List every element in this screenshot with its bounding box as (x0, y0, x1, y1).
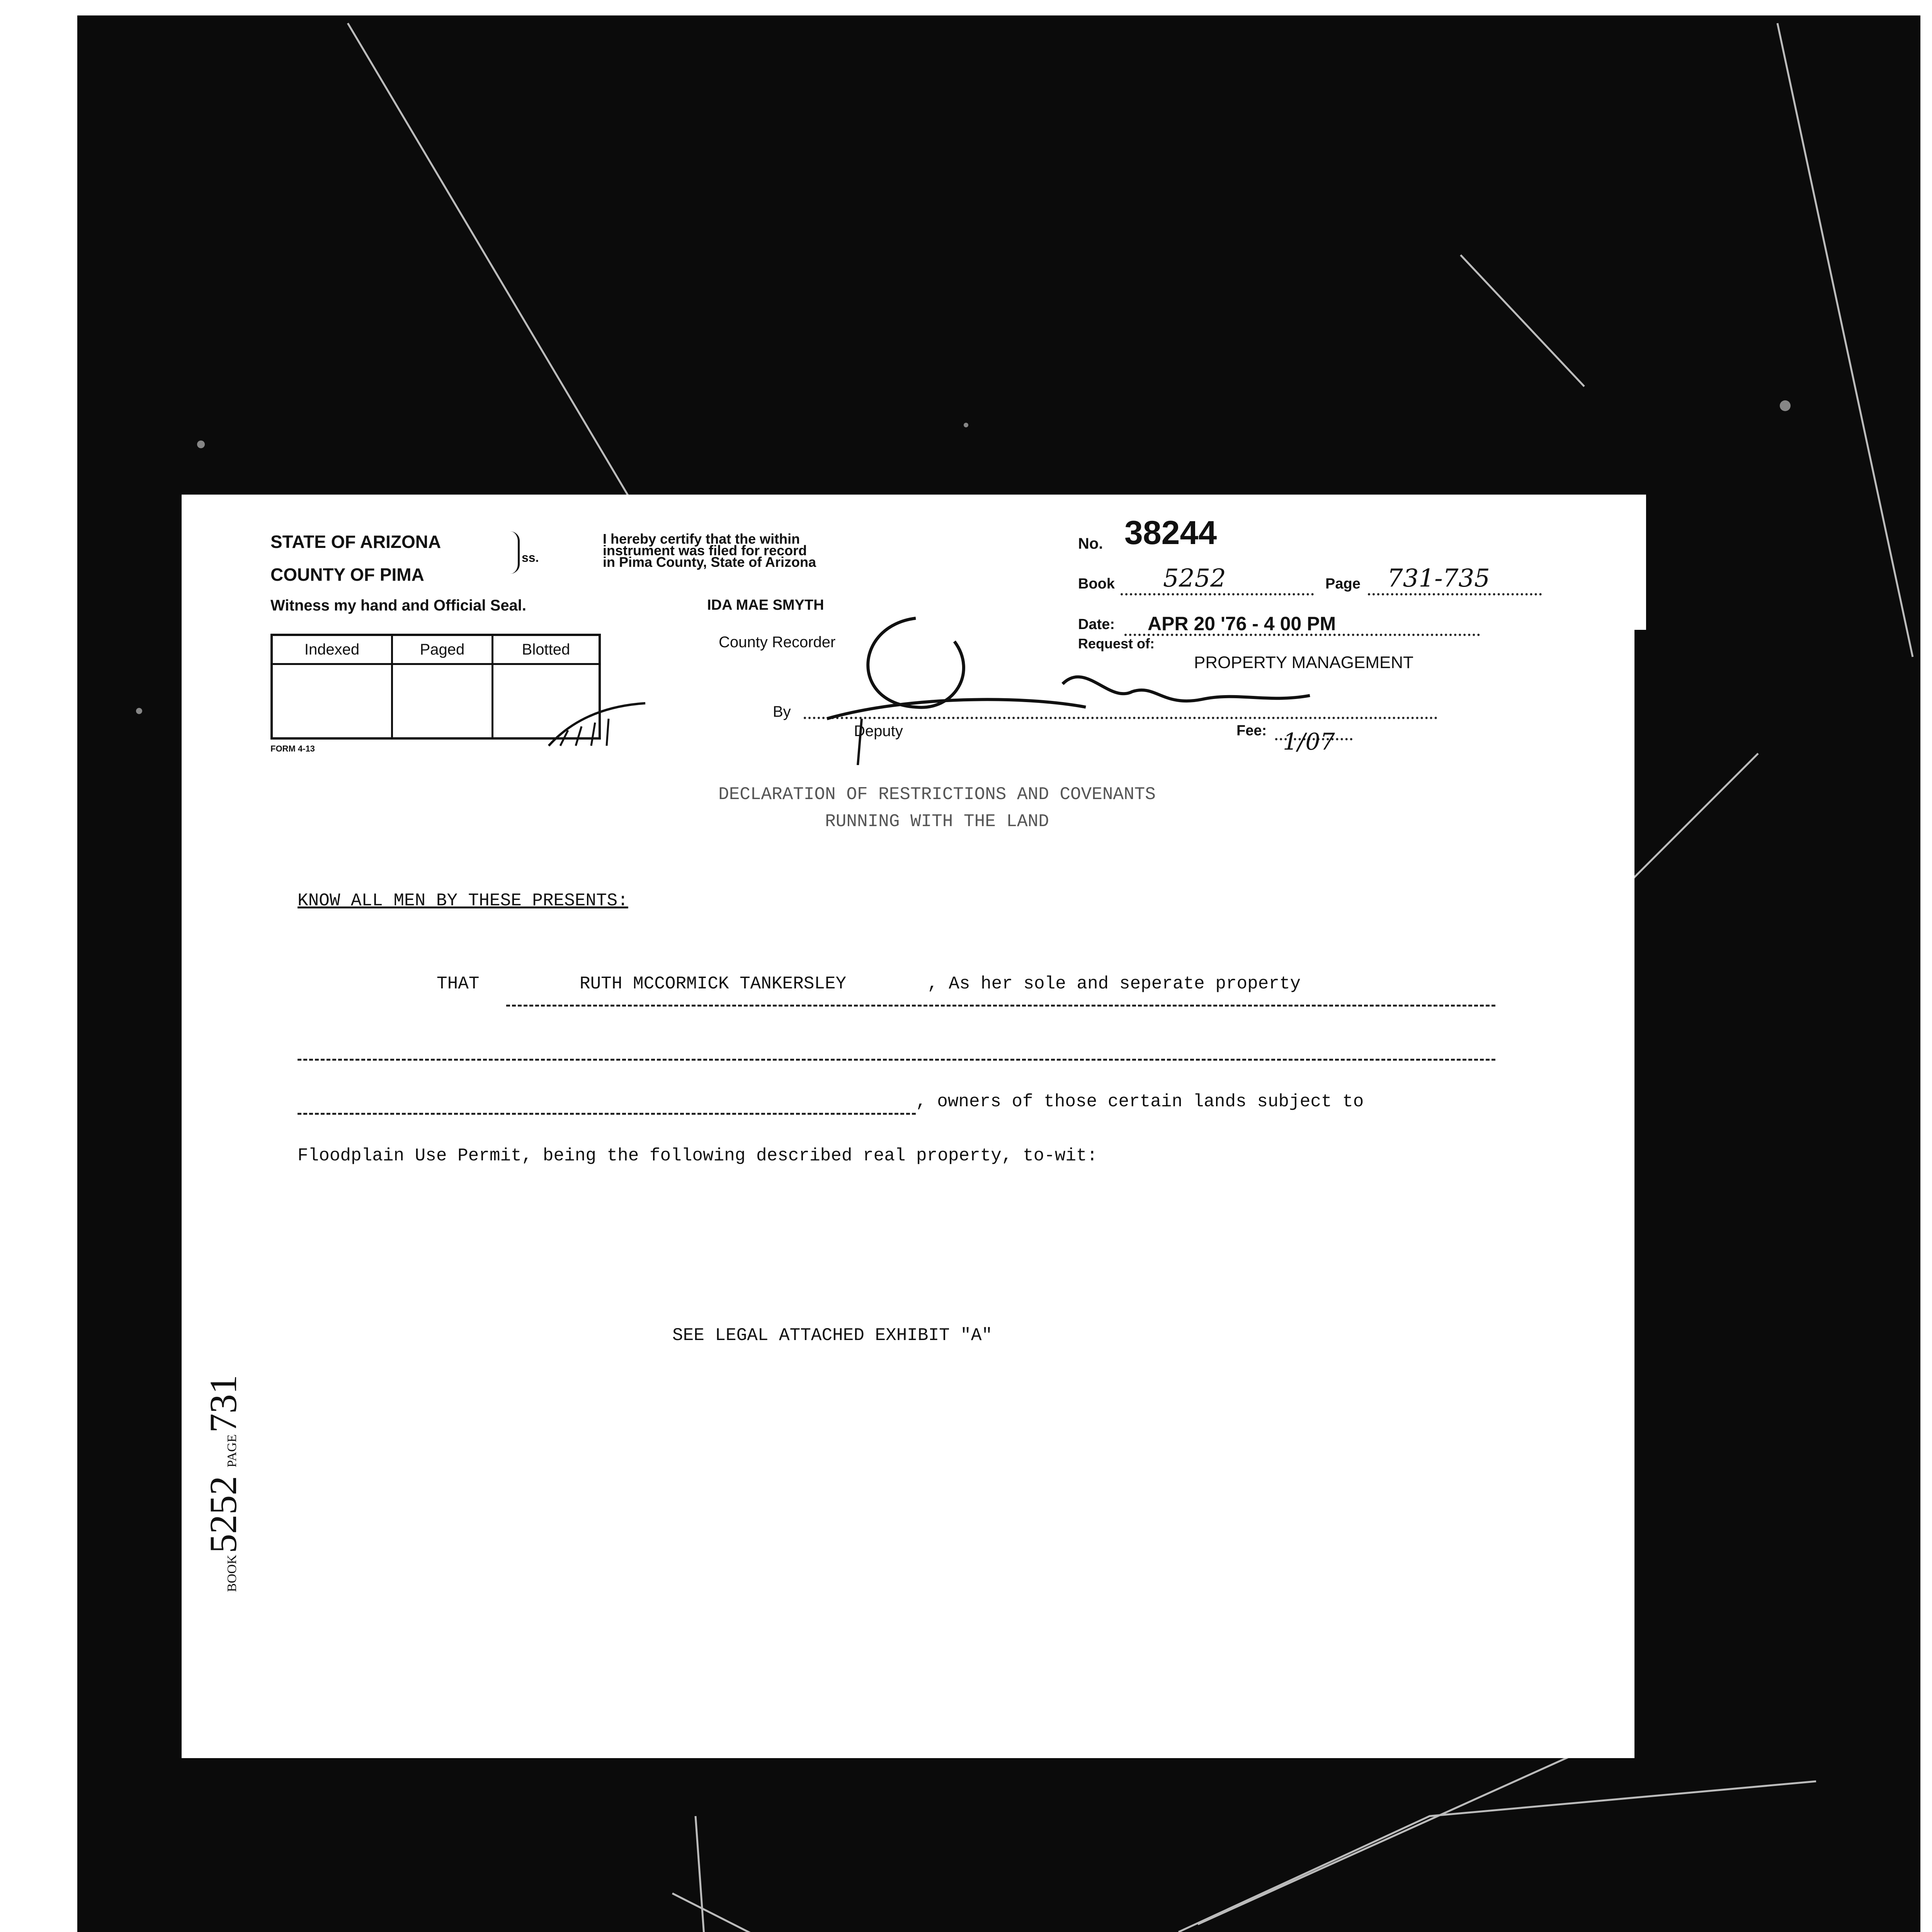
document-heading-line-1: DECLARATION OF RESTRICTIONS AND COVENANTS (718, 784, 1156, 804)
certify-line: I hereby certify that the within (603, 531, 800, 547)
page-number: 731-735 (1387, 564, 1490, 593)
margin-page-number: 731 (202, 1374, 245, 1433)
form-number: FORM 4-13 (270, 744, 315, 753)
blank-line (298, 1113, 916, 1115)
know-all-heading: KNOW ALL MEN BY THESE PRESENTS: (298, 891, 628, 911)
page-line (1368, 593, 1542, 595)
request-label: Request of: (1078, 636, 1155, 651)
official-seal-mark (545, 692, 707, 750)
table-header: Blotted (492, 635, 600, 664)
table-header: Indexed (272, 635, 392, 664)
table-cell (272, 664, 392, 739)
recorder-name: IDA MAE SMYTH (707, 597, 824, 613)
certify-text (603, 533, 816, 568)
book-page-margin-stamp (201, 1375, 245, 1592)
certify-line: instrument was filed for record (603, 543, 807, 558)
request-value: PROPERTY MANAGEMENT (1194, 653, 1414, 672)
witness-line: Witness my hand and Official Seal. (270, 597, 527, 614)
fee-value: 1/07 (1283, 728, 1335, 755)
book-label: Book (1078, 576, 1115, 592)
table-cell (392, 664, 493, 739)
owners-text: , owners of those certain lands subject to (916, 1092, 1364, 1112)
date-label: Date: (1078, 616, 1115, 633)
table-header: Paged (392, 635, 493, 664)
book-line (1121, 593, 1314, 595)
book-number: 5252 (1163, 564, 1226, 593)
that-label: THAT (437, 974, 480, 994)
by-label: By (773, 703, 791, 720)
owner-designation: , As her sole and seperate property (927, 974, 1301, 994)
recorder-title: County Recorder (719, 634, 836, 651)
state-county-brace (510, 531, 520, 574)
ss-label: ss. (522, 551, 539, 565)
book-word: BOOK (225, 1554, 239, 1592)
owner-line (506, 1005, 1495, 1007)
county-label: COUNTY OF PIMA (270, 565, 424, 585)
document-number: 38244 (1124, 514, 1217, 551)
blank-line (298, 1059, 1495, 1061)
state-label: STATE OF ARIZONA (270, 532, 441, 552)
certify-line: in Pima County, State of Arizona (603, 554, 816, 570)
margin-book-number: 5252 (202, 1476, 245, 1553)
date-value: APR 20 '76 - 4 00 PM (1148, 613, 1336, 634)
owner-name: RUTH MCCORMICK TANKERSLEY (580, 974, 847, 994)
legal-description-reference: SEE LEGAL ATTACHED EXHIBIT "A" (672, 1325, 993, 1345)
paper-upper-right-tab (1519, 495, 1646, 630)
number-label: No. (1078, 535, 1103, 552)
fee-label: Fee: (1236, 723, 1267, 739)
floodplain-text: Floodplain Use Permit, being the following described real property, to-wit: (298, 1146, 1098, 1166)
page-label: Page (1325, 576, 1361, 592)
deputy-label: Deputy (854, 723, 903, 740)
document-heading-line-2: RUNNING WITH THE LAND (825, 811, 1049, 832)
page-word: PAGE (225, 1434, 239, 1468)
